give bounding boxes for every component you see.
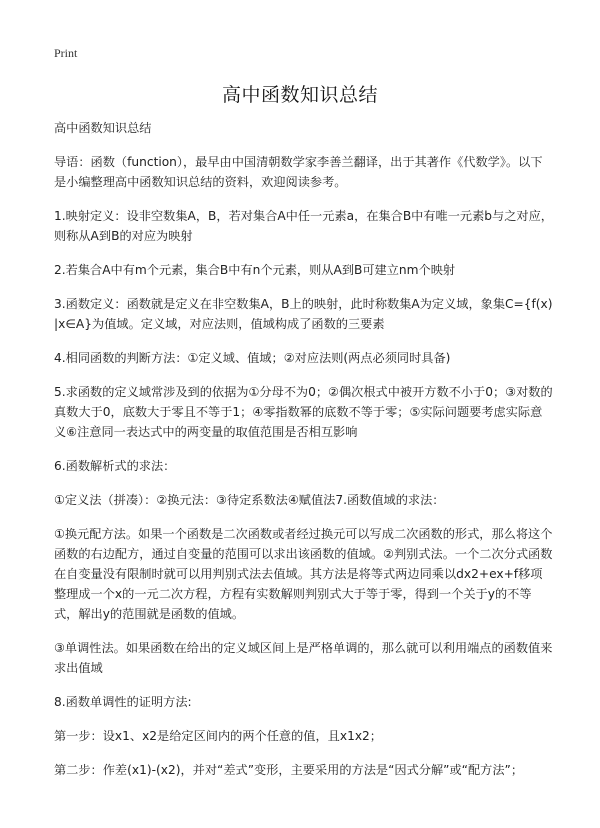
paragraph-monotonic-proof-heading: 8.函数单调性的证明方法: bbox=[54, 695, 192, 709]
paragraph-expression-methods-heading: 6.函数解析式的求法： bbox=[54, 459, 176, 473]
paragraph-step-two: 第二步：作差(x1)-(x2)，并对“差式”变形，主要采用的方法是“因式分解”或“配方法”； bbox=[54, 763, 524, 777]
article-body bbox=[54, 118, 554, 794]
paragraph-mapping-definition: 1.映射定义：设非空数集A，B，若对集合A中任一元素a，在集合B中有唯一元素b与之对应，则称从A到B的对应为映射 bbox=[54, 209, 553, 243]
paragraph-subtitle: 高中函数知识总结 bbox=[54, 121, 152, 135]
page-title: 高中函数知识总结 bbox=[221, 84, 378, 106]
paragraph-intro: 导语：函数（function），最早由中国清朝数学家李善兰翻译，出于其著作《代数学》。以下是小编整理高中函数知识总结的资料，欢迎阅读参考。 bbox=[54, 155, 543, 189]
paragraph-monotonic-method: ③单调性法。如果函数在给出的定义域区间上是严格单调的，那么就可以利用端点的函数值来求出值域 bbox=[54, 641, 553, 675]
paragraph-expression-methods: ①定义法（拼凑）：②换元法：③待定系数法④赋值法7.函数值域的求法： bbox=[54, 493, 445, 507]
paragraph-domain-rules: 5.求函数的定义域常涉及到的依据为①分母不为0；②偶次根式中被开方数不小于0；③对数的真数大于0，底数大于零且不等于1；④零指数幂的底数不等于零；⑤实际问题要考虑实际意义⑥注意同一表达式中的两变量的取值范围是否相互影响 bbox=[54, 385, 553, 439]
print-link[interactable]: Print bbox=[54, 46, 78, 60]
paragraph-range-methods: ①换元配方法。如果一个函数是二次函数或者经过换元可以写成二次函数的形式，那么将这个函数的右边配方，通过自变量的范围可以求出该函数的值域。②判别式法。一个二次分式函数在自变量没有限制时就可以用判别式法去值域。其方法是将等式两边同乘以dx2+ex+f移项整理成一个x的一元二次方程，方程有实数解则判别式大于等于零，得到一个关于y的不等式，解出y的范围就是函数的值域。 bbox=[54, 527, 553, 621]
paragraph-function-definition: 3.函数定义：函数就是定义在非空数集A，B上的映射，此时称数集A为定义域，象集C={f(x)|x∈A}为值域。定义域，对应法则，值域构成了函数的三要素 bbox=[54, 297, 553, 331]
paragraph-same-function: 4.相同函数的判断方法：①定义域、值域；②对应法则(两点必须同时具备) bbox=[54, 351, 451, 365]
paragraph-step-one: 第一步：设x1、x2是给定区间内的两个任意的值，且x1x2； bbox=[54, 729, 382, 743]
paragraph-mapping-count: 2.若集合A中有m个元素，集合B中有n个元素，则从A到B可建立nm个映射 bbox=[54, 263, 456, 277]
